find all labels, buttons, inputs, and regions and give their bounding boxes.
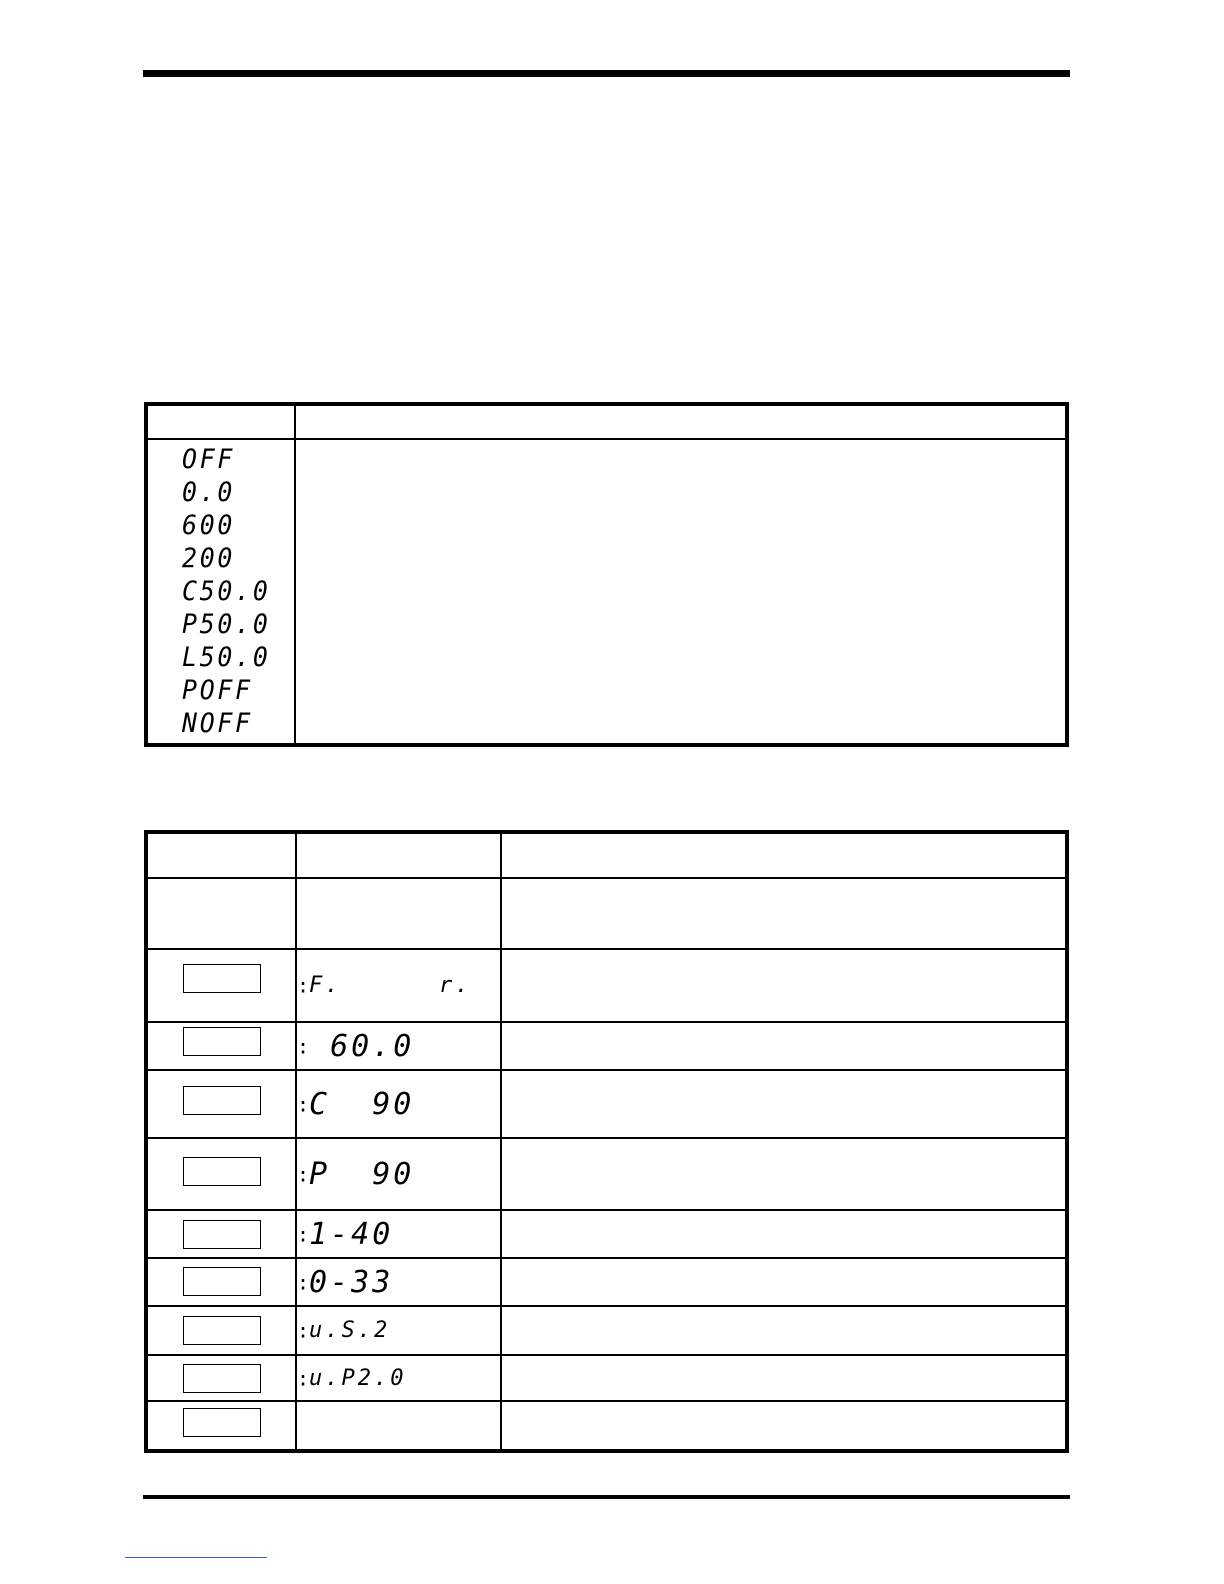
key-cell — [146, 1258, 296, 1306]
display-cell — [296, 1070, 501, 1138]
segment-display-value: 600 — [182, 510, 236, 541]
segment-display-value: 0.0 — [182, 477, 236, 508]
header-cell-description — [501, 832, 1067, 878]
display-colon: : — [297, 1034, 310, 1058]
settings-table — [144, 402, 1069, 747]
description-cell — [501, 1306, 1067, 1355]
segment-display-readout: F. r. — [309, 973, 472, 998]
segment-display-list — [148, 440, 294, 743]
segment-display-value: NOFF — [182, 708, 253, 739]
display-cell — [296, 1022, 501, 1070]
display-colon: : — [297, 1162, 310, 1186]
segment-display-value: P50.0 — [182, 609, 271, 640]
key-cell — [146, 1355, 296, 1401]
segment-display-readout: C 90 — [309, 1086, 415, 1122]
segment-display-value: POFF — [182, 675, 253, 706]
segment-display-value: L50.0 — [182, 642, 271, 673]
segment-display-readout: u.P2.0 — [309, 1365, 407, 1391]
key-operation-table — [144, 830, 1069, 1453]
footer-link-underline — [125, 1557, 267, 1558]
display-cell — [296, 1306, 501, 1355]
segment-display-readout: u.S.2 — [309, 1318, 391, 1343]
segment-display-value: 200 — [182, 543, 236, 574]
key-cell — [146, 1022, 296, 1070]
description-cell — [501, 1022, 1067, 1070]
display-colon: : — [297, 1222, 310, 1246]
table-row — [146, 1401, 1067, 1451]
display-colon: : — [297, 973, 310, 998]
table-row — [146, 1306, 1067, 1355]
display-cell — [296, 1355, 501, 1401]
description-cell — [295, 439, 1067, 745]
display-cell — [296, 1401, 501, 1451]
display-cell — [296, 949, 501, 1022]
table-row — [146, 878, 1067, 949]
display-cell — [296, 1210, 501, 1258]
key-cell — [146, 1138, 296, 1210]
table-row — [146, 439, 1067, 745]
table-row — [146, 949, 1067, 1022]
key-cell — [146, 878, 296, 949]
table-row — [146, 1258, 1067, 1306]
key-button[interactable] — [183, 1086, 261, 1115]
description-cell — [501, 1401, 1067, 1451]
display-values-cell — [146, 439, 295, 745]
segment-display-readout: P 90 — [309, 1156, 415, 1192]
description-cell — [501, 1070, 1067, 1138]
footer-rule — [143, 1495, 1070, 1499]
header-cell-display — [296, 832, 501, 878]
key-button[interactable] — [183, 1316, 261, 1345]
description-cell — [501, 1138, 1067, 1210]
header-rule — [143, 70, 1070, 77]
key-button[interactable] — [183, 1027, 261, 1056]
key-cell — [146, 1401, 296, 1451]
key-cell — [146, 949, 296, 1022]
table-row — [146, 1210, 1067, 1258]
key-cell — [146, 1210, 296, 1258]
key-button[interactable] — [183, 1364, 261, 1393]
key-cell — [146, 1070, 296, 1138]
header-cell-display — [146, 404, 295, 439]
description-cell — [501, 1355, 1067, 1401]
description-cell — [501, 1258, 1067, 1306]
display-cell — [296, 1138, 501, 1210]
display-cell — [296, 1258, 501, 1306]
table-row — [146, 1138, 1067, 1210]
segment-display-value: OFF — [182, 444, 236, 475]
table-row — [146, 1022, 1067, 1070]
description-cell — [501, 949, 1067, 1022]
header-cell-description — [295, 404, 1067, 439]
key-button[interactable] — [183, 1157, 261, 1186]
segment-display-readout: 1-40 — [309, 1216, 394, 1252]
segment-display-readout: 60.0 — [309, 1028, 415, 1064]
key-cell — [146, 1306, 296, 1355]
description-cell — [501, 878, 1067, 949]
display-colon: : — [297, 1366, 310, 1390]
header-cell-key — [146, 832, 296, 878]
table-row — [146, 1070, 1067, 1138]
segment-display-readout: 0-33 — [309, 1264, 394, 1300]
display-colon: : — [297, 1270, 310, 1294]
segment-display-value: C50.0 — [182, 576, 271, 607]
key-button[interactable] — [183, 964, 261, 993]
display-colon: : — [297, 1318, 310, 1343]
description-cell — [501, 1210, 1067, 1258]
table-row — [146, 1355, 1067, 1401]
key-button[interactable] — [183, 1220, 261, 1249]
key-button[interactable] — [183, 1408, 261, 1437]
table-header-row — [146, 404, 1067, 439]
display-cell — [296, 878, 501, 949]
table-header-row — [146, 832, 1067, 878]
key-button[interactable] — [183, 1267, 261, 1296]
display-colon: : — [297, 1092, 310, 1116]
